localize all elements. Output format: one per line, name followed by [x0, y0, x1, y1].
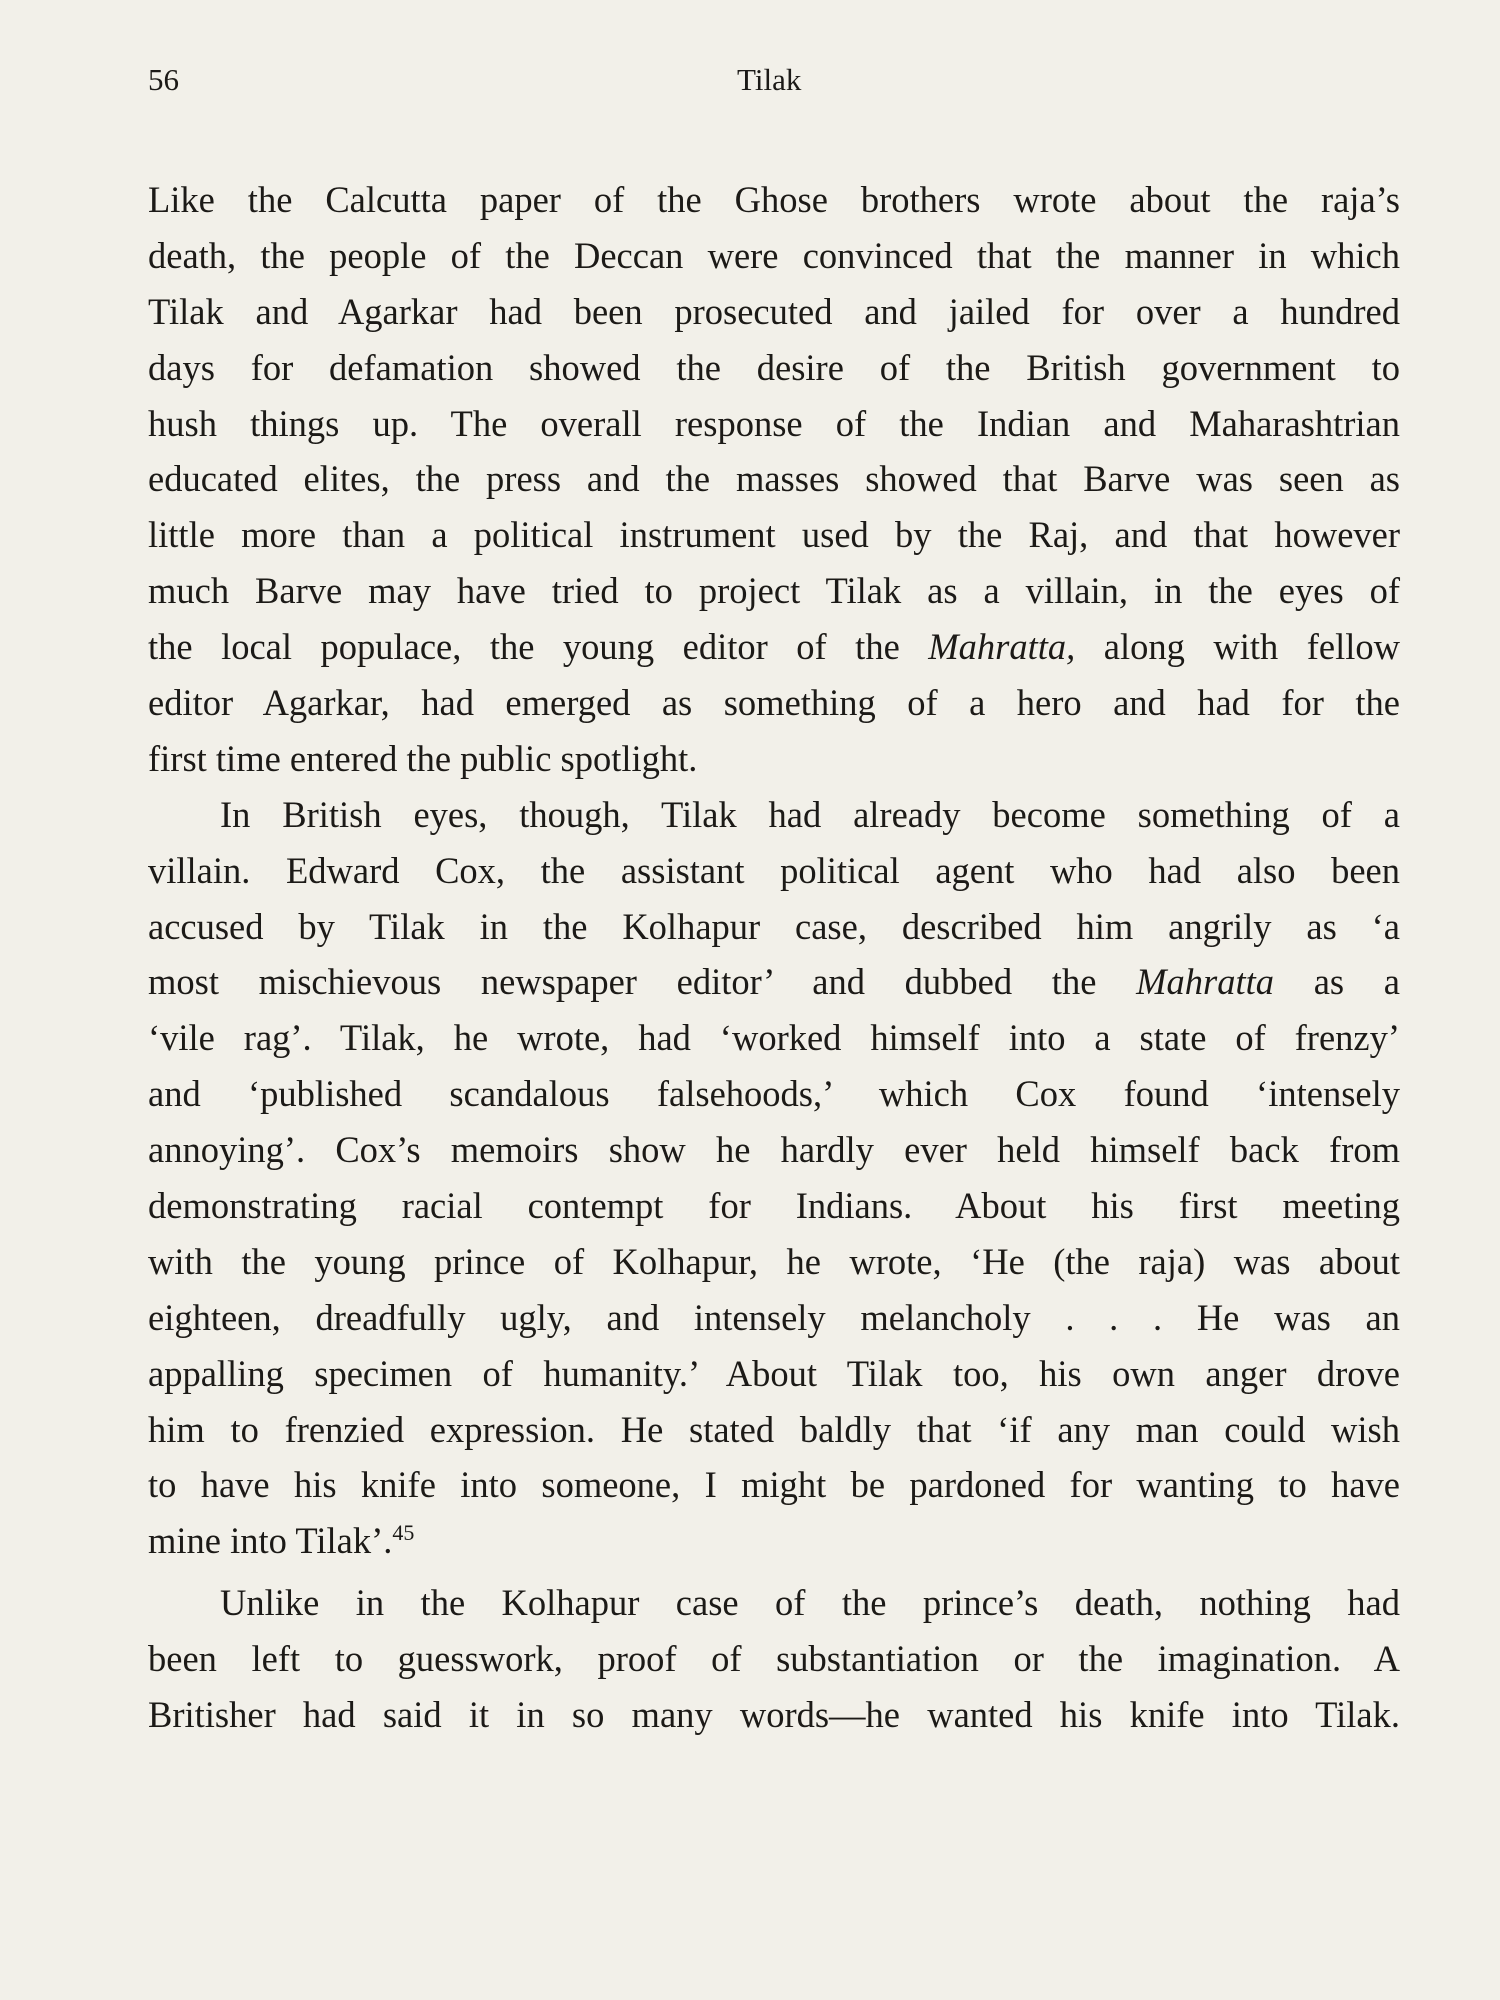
text-line: editor Agarkar, had emerged as something of a hero and had for the: [148, 682, 1400, 724]
text-line: Britisher had said it in so many words—he wanted his knife into Tilak.: [148, 1694, 1400, 1736]
text-line: first time entered the public spotlight.: [148, 737, 698, 779]
text-segment: along with fellow: [1075, 626, 1400, 668]
text-line: appalling specimen of humanity.’ About Tilak too, his own anger drove: [148, 1352, 1400, 1394]
text-line: Tilak and Agarkar had been prosecuted and jailed for over a hundred: [148, 290, 1400, 332]
text-line: death, the people of the Deccan were convinced that the manner in which: [148, 234, 1400, 276]
running-title: Tilak: [737, 62, 802, 97]
text-line: ‘vile rag’. Tilak, he wrote, had ‘worked himself into a state of frenzy’: [148, 1017, 1400, 1059]
text-line: with the young prince of Kolhapur, he wrote, ‘He (the raja) was about: [148, 1240, 1400, 1282]
text-line: Like the Calcutta paper of the Ghose brothers wrote about the raja’s: [148, 179, 1400, 220]
text-segment: mine into Tilak’.: [148, 1520, 393, 1562]
footnote-marker[interactable]: 45: [392, 1520, 415, 1546]
text-line: little more than a political instrument used by the Raj, and that however: [148, 514, 1400, 556]
text-line: eighteen, dreadfully ugly, and intensely melancholy . . . He was an: [148, 1296, 1400, 1338]
text-line: educated elites, the press and the masses showed that Barve was seen as: [148, 458, 1400, 500]
text-line: much Barve may have tried to project Tilak as a villain, in the eyes of: [148, 570, 1400, 612]
page-number: 56: [148, 62, 179, 97]
text-line: In British eyes, though, Tilak had already become something of a: [220, 793, 1400, 835]
text-line: [148, 619, 1400, 675]
running-head: [0, 58, 1500, 102]
italic-title: Mahratta: [1136, 961, 1274, 1003]
paragraph: [148, 1575, 1400, 1743]
text-line: accused by Tilak in the Kolhapur case, described him angrily as ‘a: [148, 905, 1400, 947]
text-segment: the local populace, the young editor of the: [148, 626, 929, 668]
paragraph: [148, 172, 1400, 787]
text-line: days for defamation showed the desire of the British government to: [148, 346, 1400, 388]
text-line: villain. Edward Cox, the assistant political agent who had also been: [148, 849, 1400, 891]
text-line: him to frenzied expression. He stated baldly that ‘if any man could wish: [148, 1408, 1400, 1450]
text-segment: as a: [1274, 961, 1400, 1003]
text-line: been left to guesswork, proof of substantiation or the imagination. A: [148, 1638, 1400, 1680]
text-line: hush things up. The overall response of the Indian and Maharashtrian: [148, 402, 1400, 444]
text-line: demonstrating racial contempt for Indians. About his first meeting: [148, 1185, 1400, 1227]
text-line: and ‘published scandalous falsehoods,’ which Cox found ‘intensely: [148, 1073, 1400, 1115]
paragraph: [148, 787, 1400, 1569]
text-line: [148, 1513, 1400, 1569]
body-text: [148, 172, 1400, 1743]
text-line: annoying’. Cox’s memoirs show he hardly ever held himself back from: [148, 1129, 1400, 1171]
text-line: [148, 954, 1400, 1010]
italic-title: Mahratta,: [928, 626, 1076, 668]
text-line: to have his knife into someone, I might be pardoned for wanting to have: [148, 1464, 1400, 1506]
text-line: Unlike in the Kolhapur case of the prince’s death, nothing had: [220, 1582, 1400, 1624]
text-segment: most mischievous newspaper editor’ and dubbed the: [148, 961, 1137, 1003]
